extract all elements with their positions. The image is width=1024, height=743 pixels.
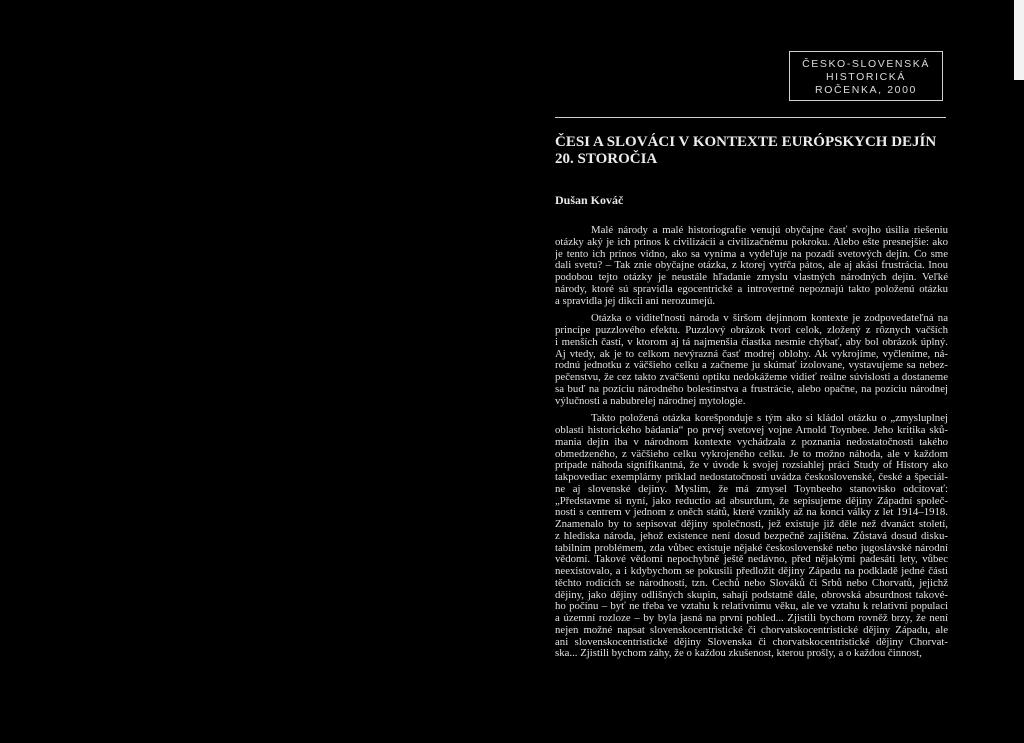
paragraph [555, 413, 948, 660]
paragraph-line: neexistovalo, a i kdybychom se pokusili předložit dějiny Západu na podkladě jedné části [555, 566, 948, 577]
header-divider [555, 117, 946, 118]
paragraph-line: sa buď na pozíciu národného bolestínstva a frustrácie, alebo opačne, na pozíciu národnej [555, 383, 948, 395]
article-author: Dušan Kováč [555, 193, 624, 207]
paragraph-line: otázky aký je ich prínos k civilizácii a civilizačnému pokroku. Alebo ešte presnejšie: ako [555, 236, 948, 248]
journal-name-line-2: HISTORICKÁ [826, 71, 906, 83]
paragraph-line: ska... Zjistili bychom záhy, že o každou zkušenost, kterou prošly, a o každou činnost, [555, 648, 922, 660]
paragraph-line: Malé národy a malé historiografie venujú obyčajne časť svojho úsilia riešeniu [591, 225, 948, 236]
article-body [555, 225, 948, 666]
journal-name-line-1: ČESKO-SLOVENSKÁ [802, 58, 930, 70]
paragraph-line: Aj vtedy, ak je to celkom nevýrazná časť modrej oblohy. Ak vykrojíme, vyčleníme, ná- [555, 348, 948, 360]
paragraph-line: ho počínu – byť ne třeba ve vztahu k relativnímu věku, ale ve vztahu k relativní populaci [555, 601, 948, 613]
paragraph-line: nosti s centrem v jednom z oněch států, které vznikly až na konci války z let 1914–1918. [555, 507, 948, 519]
paragraph-line: takpovediac exemplárny príklad nedostatočnosti uvádza československé, české a špeciál- [555, 472, 948, 483]
paragraph-line: pečenstvu, že cez takto zvačšenú optiku nedokážeme vidieť reálne súvislosti a dostaneme [555, 372, 948, 383]
article-title-line-2: 20. STOROČIA [555, 151, 658, 167]
paragraph-line: z hlediska národa, jehož existence není dosud bezpečně zajištěna. Zůstavá dosud disku- [555, 530, 948, 542]
paragraph-line: výlučnosti a nabubrelej národnej mytologie. [555, 395, 746, 407]
paragraph-line: i menších častí, v ktorom aj tá najmenšia čiastka nesmie chýbať, aby bol obrázok úplný. [555, 336, 948, 348]
paragraph-line: těchto rodících se národností, tzn. Čechů nebo Slováků či Srbů nebo Chorvatů, jejichž [555, 577, 948, 589]
paragraph-line: Otázka o viditeľnosti národa v širšom dejinnom kontexte je zodpovedateľná na [591, 313, 948, 325]
article-title-line-1: ČESI A SLOVÁCI V KONTEXTE EURÓPSKYCH DEJÍN [555, 134, 937, 150]
paragraph-line: národy, ktoré sú spravidla egocentrické a introvertné nepoznajú takto položenú otázku [555, 283, 948, 295]
paragraph [555, 225, 948, 307]
paragraph-line: dějiny, jako dějiny odlišných skupin, sahají podstatně dále, obrovská absurdnost takové- [555, 589, 948, 601]
paragraph-line: Takto položená otázka korešponduje s tým ako si kládol otázku o „zmysluplnej [591, 413, 948, 425]
paragraph-line: ani slovenskocentristické dějiny Slovenska či chorvatskocentristické dějiny Chorvat- [555, 636, 948, 648]
journal-name-line-3: ROČENKA, 2000 [815, 84, 917, 96]
paragraph [555, 313, 948, 407]
paragraph-line: mania dejín iba v národnom kontexte vychádzala z poznania nedostatočnosti takého [555, 436, 948, 448]
paragraph-line: obmedzeného, z väčšieho celku vykrojeného celku. Je to možno náhoda, ale v každom [555, 448, 948, 460]
paragraph-line: vědomí. Takové vědomí nepochybně ještě nedávno, před nějakými padesáti lety, vůbec [555, 554, 948, 566]
paragraph-line: tabilním problémem, zda vůbec existuje nějaké československé nebo jugoslávské národní [555, 542, 948, 554]
paragraph-line: a územní rozloze – by byla jasná na první pohled... Zjistili bychom rovněž brzy, že není [555, 613, 948, 624]
page-edge-marker [1014, 0, 1024, 80]
paragraph-line: nejen možné napsat slovenskocentristické či chorvatskocentristické dějiny Západu, ale [555, 624, 948, 636]
paragraph-line: dali svetu? – Tak znie obyčajne otázka, z ktorej vytŕča pátos, ale aj akási frustrácia. Inou [555, 260, 948, 272]
paragraph-line: a spravidla jej dikcii ani nerozumejú. [555, 295, 716, 307]
paragraph-line: je tento ich prínos vidno, ako sa vyníma a vydeľuje na pozadí svetových dejín. Čo sme [555, 248, 948, 260]
paragraph-line: prípade náhoda signifikantná, že v úvode k svojej rozsiahlej práci Study of History ako [555, 460, 948, 472]
article-title [555, 134, 950, 168]
paragraph-line: princípe puzzlového efektu. Puzzlový obrázok tvorí celok, zložený z rôznych vačších [555, 325, 948, 336]
paragraph-line: oblasti historického bádania“ po prvej svetovej vojne Arnold Toynbee. Jeho kritika sků- [555, 425, 948, 436]
document-page [555, 0, 950, 743]
paragraph-line: rodnú jednotku z väčšieho celku a začneme ju skúmať izolovane, vystavujeme sa nebez- [555, 360, 948, 372]
paragraph-line: „Představme si nyní, jako reductio ad absurdum, že sepisujeme dějiny Západní společ- [555, 495, 948, 507]
paragraph-line: podobou tejto otázky je neustále hľadanie zmyslu vlastných národných dejín. Veľké [555, 272, 948, 283]
paragraph-line: Znamenalo by to sepisovat dějiny společnosti, jež existuje již děle než dvanáct století, [555, 519, 948, 530]
journal-header-box [789, 51, 943, 101]
paragraph-line: ne aj slovenské dejiny. Myslím, že má zmysel Toynbeeho stanovisko odcitovať: [555, 483, 948, 495]
